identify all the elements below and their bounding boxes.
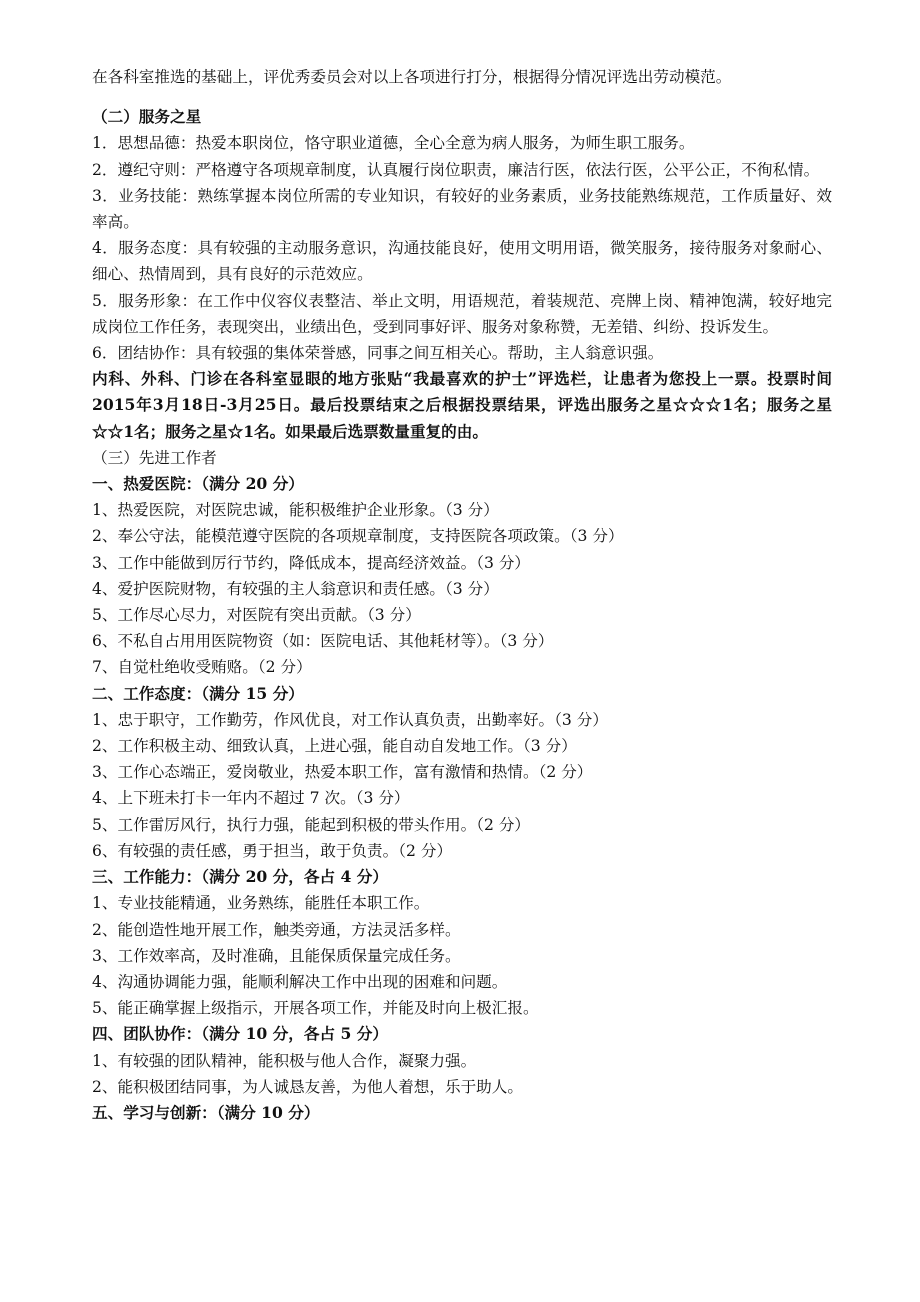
list-item: 2、能创造性地开展工作，触类旁通，方法灵活多样。 <box>92 920 461 939</box>
list-item: 2、能积极团结同事，为人诚恳友善，为他人着想，乐于助人。 <box>92 1077 523 1096</box>
list-item: 4．服务态度：具有较强的主动服务意识，沟通技能良好，使用文明用语，微笑服务，接待服务对象耐心、细心、热情周到，具有良好的示范效应。 <box>92 239 832 284</box>
list-item: 1、专业技能精通，业务熟练，能胜任本职工作。 <box>92 894 430 913</box>
section-title: （三）先进工作者 <box>92 448 217 467</box>
list-item: 4、上下班未打卡一年内不超过 7 次。（3 分） <box>92 789 410 808</box>
list-item: 2．遵纪守则：严格遵守各项规章制度，认真履行岗位职责，廉洁行医，依法行医，公平公正，不徇私情。 <box>92 160 820 179</box>
list-item: 7、自觉杜绝收受贿赂。（2 分） <box>92 658 312 677</box>
list-item: 3、工作效率高，及时准确，且能保质保量完成任务。 <box>92 946 461 965</box>
group-heading: 五、学习与创新：（满分 10 分） <box>92 1102 320 1122</box>
vote-paragraph: 内科、外科、门诊在各科室显眼的地方张贴“我最喜欢的护士”评选栏，让患者为您投上一票。投票时间2015年3月18日-3月25日。最后投票结束之后根据投票结果，评选出服务之星☆☆☆1名；服务之星☆☆1名；服务之星☆1名。如果最后选票数量重复的由。 <box>92 369 832 441</box>
list-item: 3．业务技能：熟练掌握本岗位所需的专业知识，有较好的业务素质，业务技能熟练规范，工作质量好、效率高。 <box>92 186 832 232</box>
list-item: 5、能正确掌握上级指示，开展各项工作，并能及时向上极汇报。 <box>92 999 539 1018</box>
section-advanced-worker <box>92 445 832 1126</box>
list-item: 6．团结协作：具有较强的集体荣誉感，同事之间互相关心。帮助，主人翁意识强。 <box>92 344 664 363</box>
group-heading: 四、团队协作：（满分 10 分，各占 5 分） <box>92 1024 388 1044</box>
group-heading: 三、工作能力：（满分 20 分，各占 4 分） <box>92 867 388 887</box>
list-item: 5、工作尽心尽力，对医院有突出贡献。（3 分） <box>92 606 421 625</box>
list-item: 4、爱护医院财物，有较强的主人翁意识和责任感。（3 分） <box>92 579 499 598</box>
list-item: 4、沟通协调能力强，能顺利解决工作中出现的困难和问题。 <box>92 972 508 991</box>
list-item: 3、工作心态端正，爱岗敬业，热爱本职工作，富有激情和热情。（2 分） <box>92 763 593 782</box>
list-item: 1．思想品德：热爱本职岗位，恪守职业道德，全心全意为病人服务，为师生职工服务。 <box>92 134 695 153</box>
list-item: 1、热爱医院，对医院忠诚，能积极维护企业形象。（3 分） <box>92 501 499 520</box>
group-heading: 二、工作态度：（满分 15 分） <box>92 683 304 703</box>
list-item: 6、不私自占用用医院物资（如：医院电话、其他耗材等）。（3 分） <box>92 632 554 651</box>
document-page <box>92 64 832 1126</box>
list-item: 1、有较强的团队精神，能积极与他人合作，凝聚力强。 <box>92 1051 477 1070</box>
section-service-star <box>92 104 832 445</box>
list-item: 5、工作雷厉风行，执行力强，能起到积极的带头作用。（2 分） <box>92 815 531 834</box>
list-item: 6、有较强的责任感，勇于担当，敢于负责。（2 分） <box>92 841 453 860</box>
list-item: 1、忠于职守，工作勤劳，作风优良，对工作认真负责，出勤率好。（3 分） <box>92 710 608 729</box>
section-title: （二）服务之星 <box>92 107 202 127</box>
list-item: 2、工作积极主动、细致认真，上进心强，能自动自发地工作。（3 分） <box>92 737 577 756</box>
list-item: 2、奉公守法，能模范遵守医院的各项规章制度，支持医院各项政策。（3 分） <box>92 527 624 546</box>
intro-paragraph: 在各科室推选的基础上，评优秀委员会对以上各项进行打分，根据得分情况评选出劳动模范。 <box>92 68 732 86</box>
list-item: 5．服务形象：在工作中仪容仪表整洁、举止文明，用语规范，着装规范、亮牌上岗、精神饱满，较好地完成岗位工作任务，表现突出，业绩出色，受到同事好评、服务对象称赞，无差错、纠纷、投诉发生。 <box>92 291 832 336</box>
list-item: 3、工作中能做到厉行节约，降低成本，提高经济效益。（3 分） <box>92 553 531 572</box>
group-heading: 一、热爱医院：（满分 20 分） <box>92 474 304 494</box>
